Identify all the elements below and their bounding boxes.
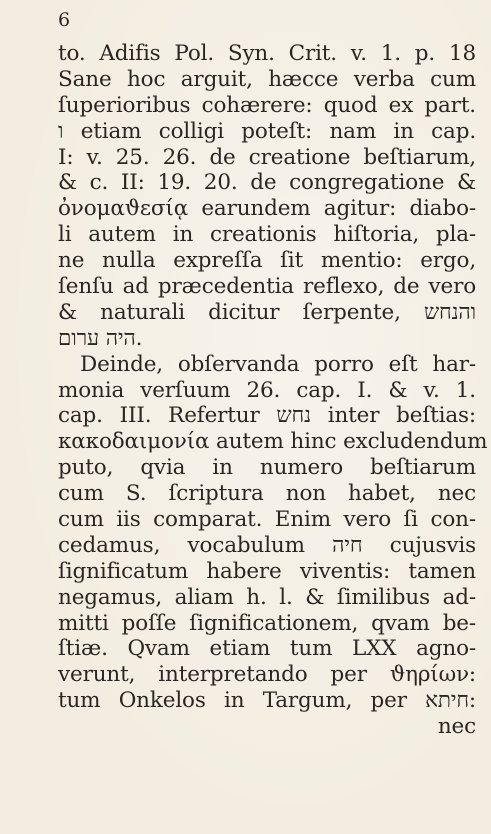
text-line: negamus, aliam h. l. & ſimilibus ad- xyxy=(58,584,476,610)
body-text xyxy=(58,41,488,740)
text-line: I: v. 25. 26. de creatione beſtiarum, xyxy=(58,144,476,170)
text-line: ſignificatum habere viventis: tamen xyxy=(58,558,476,584)
text-line: li autem in creationis hiſtoria, pla- xyxy=(58,222,476,248)
page-number: 6 xyxy=(58,9,71,31)
text-line: ו etiam colligi poteſt: nam in cap. xyxy=(58,118,476,144)
text-line: tum Onkelos in Targum, per חיתא: xyxy=(58,688,476,714)
text-line: ne nulla expreſſa ſit mentio: ergo, xyxy=(58,248,476,274)
text-line: cap. III. Refertur נחש inter beſtias: xyxy=(58,403,476,429)
text-line: ὀνομαϑεσίᾳ earundem agitur: diabo- xyxy=(58,196,476,222)
catchword: nec xyxy=(437,714,476,740)
text-line: cum iis comparat. Enim vero ſi con- xyxy=(58,507,476,533)
text-line: to. Adifis Pol. Syn. Crit. v. 1. p. 18 xyxy=(58,41,476,66)
text-line: cum S. ſcriptura non habet, nec xyxy=(58,481,476,507)
text-line: Sane hoc arguit, hæcce verba cum xyxy=(58,66,476,92)
text-line: & naturali dicitur ſerpente, והנחש xyxy=(58,299,476,325)
text-line: monia verſuum 26. cap. I. & v. 1. xyxy=(58,377,476,403)
text-line: κακοδαιμονία autem hinc excludendum xyxy=(58,429,488,455)
text-line: mitti poſſe ſignificationem, qvam be- xyxy=(58,610,476,636)
text-line: Deinde, obſervanda porro eſt har- xyxy=(80,351,476,377)
text-line: ſenſu ad præcedentia reflexo, de vero xyxy=(58,274,476,300)
text-line: puto, qvia in numero beſtiarum xyxy=(58,455,476,481)
text-line: verunt, interpretando per ϑηρίων: xyxy=(58,662,476,688)
text-line: cedamus, vocabulum חיה cujusvis xyxy=(58,532,476,558)
text-line: & c. II: 19. 20. de congregatione & xyxy=(58,170,476,196)
text-line: ſtiæ. Qvam etiam tum LXX agno- xyxy=(58,636,476,662)
text-line: ſuperioribus cohærere: quod ex part. xyxy=(58,92,476,118)
text-line: היה ערום. xyxy=(58,325,143,351)
